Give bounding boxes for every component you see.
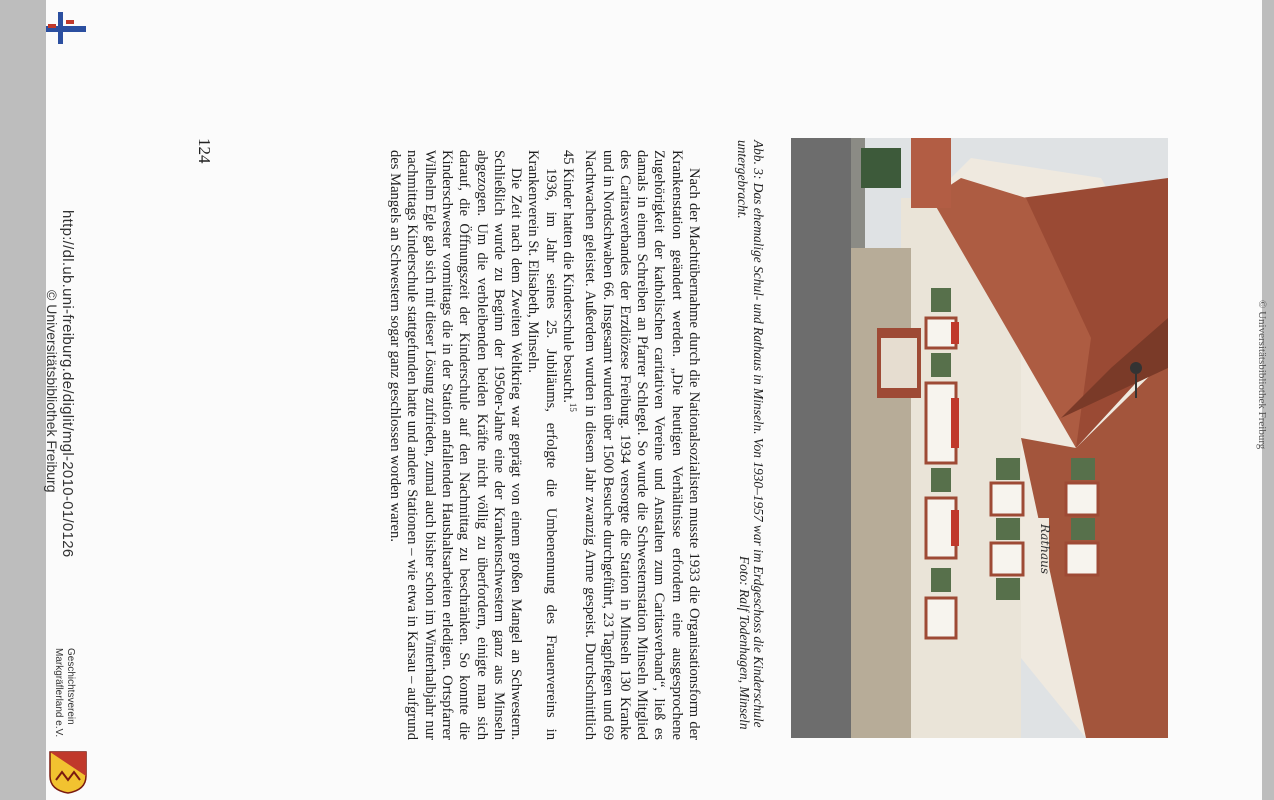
viewer-left-margin: [0, 0, 46, 800]
footnote-reference: 15: [567, 402, 578, 412]
paragraph-3: Die Zeit nach dem Zweiten Weltkrieg war geprägt von einem großen Mangel an Schwestern. Schließlich wurde zu Beginn der 1950er-Jahre eine der Krankenschwestern ganz aus Minseln abgezogen. Um die verbleibenden beiden Kräfte nicht völlig zu überfordern, einigte man sich darauf, die Öffnungszeit der Kinderschule auf den Nachmittag zu beschränken. So konnte die Kinderschwester vormittags die in der Station anfallenden Haushaltsarbeiten erledigen. Ortspfarrer Wilhelm Egle gab sich mit dieser Lösung zufrieden, zumal auch bisher schon im Winterhalbjahr nur nachmittags Kinderschule stattgefunden hatte und andere Stationen – wie etwa in Karsau – aufgrund des Mangels an Schwestern sogar ganz geschlossen worden waren.: [387, 150, 525, 740]
header-fragment: © Universitätsbibliothek Freiburg: [1256, 300, 1268, 450]
figure-caption: Abb. 3: Das ehemalige Schul- und Rathaus in Minseln. Von 1930–1957 war im Erdgeschoss die Kinderschule untergebracht.: [735, 140, 766, 728]
publisher-name: [52, 648, 76, 737]
body-text: [386, 150, 702, 740]
scanned-page: [44, 0, 1268, 800]
copyright-notice: © Universitätsbibliothek Freiburg: [44, 290, 60, 493]
paragraph-2: 1936, im Jahr seines 25. Jubiläums, erfolgte die Umbenennung des Frauenvereins in Krankenverein St. Elisabeth, Minseln.: [525, 150, 559, 740]
photo-credit: Foto: Ralf Todenhagen, Minseln: [737, 556, 752, 730]
publisher-line-2: Markgräflerland e.V.: [53, 648, 64, 738]
coat-of-arms-icon: [48, 750, 88, 794]
publisher-line-1: Geschichtsverein: [65, 648, 76, 725]
paragraph-1-text: Nach der Machtübernahme durch die Nationalsozialisten musste 1933 die Organisationsform der Krankenstation geändert werden. „Die heutigen Verhältnisse erfordern eine ausgesprochene Zugehörigkeit der katholischen caritativen Vereine und Anstalten zum Caritasverband“, ließ es damals in einem Schreiben an Pfarrer Schlegel. So wurde die Schwesternstation Minseln Mitglied des Caritasverbandes der Erzdiözese Freiburg. 1934 versorgte die Station in Minseln 130 Kranke und in Nordschwaben 66. Insgesamt wurden über 1500 Besuche durchgeführt, 23 Tagpflegen und 69 Nachtwachen geleistet. Außerdem wurden in diesem Jahr zwanzig Arme gespeist. Durchschnittlich 45 Kinder hatten die Kinderschule besucht.: [560, 150, 702, 740]
paragraph-1: [559, 150, 702, 740]
library-logo-icon: [46, 6, 86, 46]
rathaus-sign: Rathaus: [1038, 524, 1052, 575]
town-hall-photo: [791, 138, 1168, 738]
permalink-url[interactable]: http://dl.ub.uni-freiburg.de/diglit/mgl-2010-01/0126: [59, 210, 76, 558]
page-number: 124: [195, 138, 214, 164]
